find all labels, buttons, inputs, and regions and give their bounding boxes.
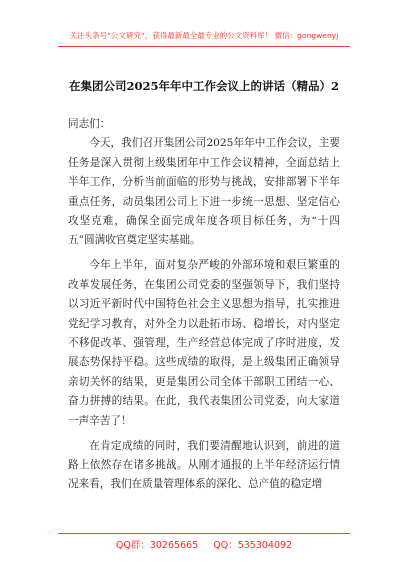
document-body <box>68 115 340 500</box>
header-divider <box>58 46 350 47</box>
qq-group-number: QQ群：30265665 <box>115 540 199 551</box>
salutation: 同志们： <box>68 118 111 130</box>
contact-footer <box>0 537 408 551</box>
paragraph-2: 今年上半年，面对复杂严峻的外部环境和艰巨繁重的改革发展任务，在集团公司党委的坚强领导下，我们坚持以习近平新时代中国特色社会主义思想为指导，扎实推进党纪学习教育，对外全力以赴拓市场、稳增长，对内坚定不移促改革、强管理，生产经营总体完成了序时进度，发展态势保持平稳。这些成绩的取得，是上级集团正确领导亲切关怀的结果，更是集团公司全体干部职工团结一心、奋力拼搏的结果。在此，我代表集团公司党委，向大家道一声辛苦了！ <box>68 259 340 427</box>
paragraph-3: 在肯定成绩的同时，我们要清醒地认识到，前进的道路上依然存在诸多挑战。从刚才通报的上半年经济运行情况来看，我们在质量管理体系的深化、总产值的稳定增 <box>68 439 340 491</box>
qq-number: QQ：535304092 <box>213 540 293 551</box>
document-title: 在集团公司2025年年中工作会议上的讲话（精品）2 <box>68 79 339 93</box>
footer-divider <box>58 533 350 534</box>
promo-banner: 关注头条号“公文研究”，获得最新最全最专业的公文资料库！ 微信：gongwenyj <box>69 31 339 40</box>
paragraph-1: 今天，我们召开集团公司2025年年中工作会议，主要任务是深入贯彻上级集团年中工作会议精神，全面总结上半年工作，分析当前面临的形势与挑战，安排部署下半年重点任务，动员集团公司上下进一步统一思想、坚定信心攻坚克难，确保全面完成年度各项目标任务，为“十四五”圆满收官奠定坚实基础。 <box>68 137 340 247</box>
